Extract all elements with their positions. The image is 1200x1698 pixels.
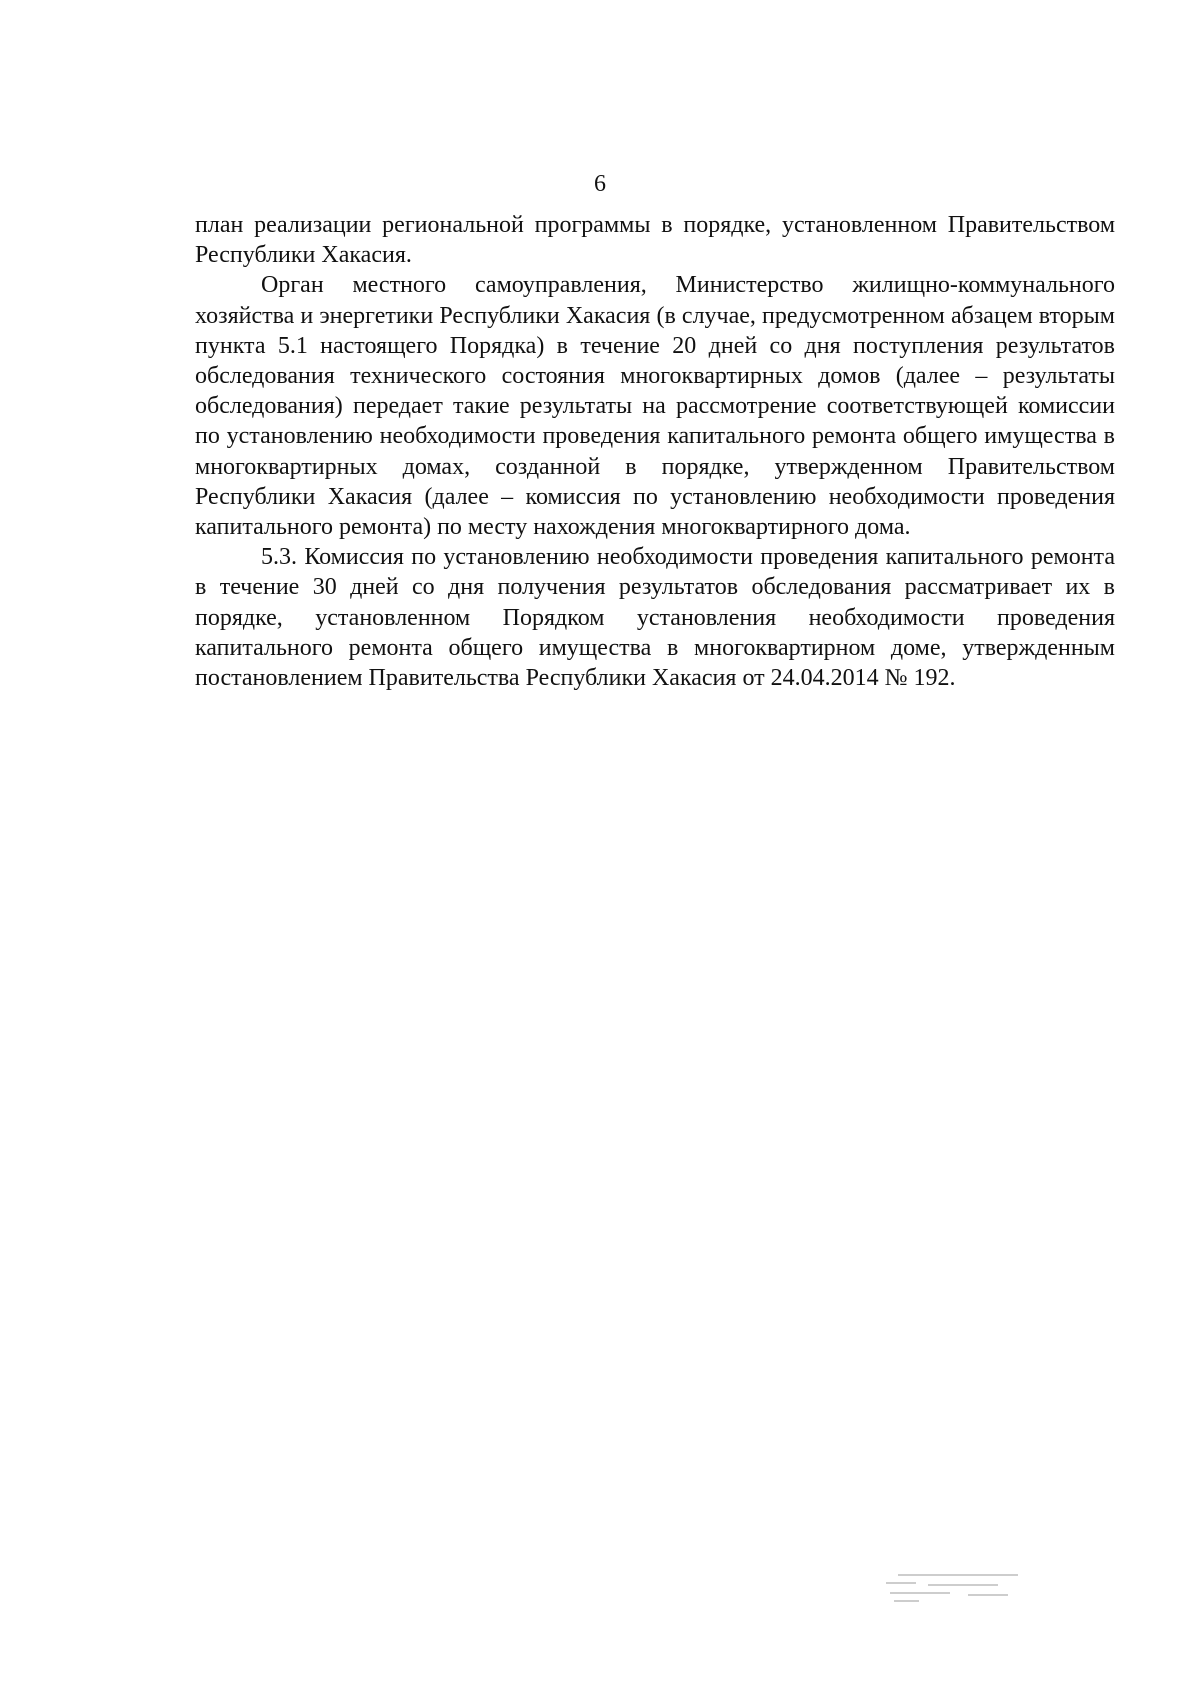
paragraph-2: Орган местного самоуправления, Министерство жилищно-коммунального хозяйства и энергетики Республики Хакасия (в случае, предусмотренном абзацем вторым пункта 5.1 настоящего Порядка) в течение 20 дней со дня поступления результатов обследования технического состояния многоквартирных домов (далее – результаты обследования) передает такие результаты на рассмотрение соответствующей комиссии по установлению необходимости проведения капитального ремонта общего имущества в многоквартирных домах, созданной в порядке, утвержденном Правительством Республики Хакасия (далее – комиссия по установлению необходимости проведения капитального ремонта) по месту нахождения многоквартирного дома. [195, 272, 1115, 541]
paragraph-1: план реализации региональной программы в порядке, установленном Правительством Республики Хакасия. [195, 212, 1115, 269]
page-number: 6 [594, 171, 606, 197]
paragraph-3: 5.3. Комиссия по установлению необходимости проведения капитального ремонта в течение 30 дней со дня получения результатов обследования рассматривает их в порядке, установленном Порядком установления необходимости проведения капитального ремонта общего имущества в многоквартирном доме, утвержденным постановлением Правительства Республики Хакасия от 24.04.2014 № 192. [195, 544, 1115, 692]
scan-artifact-mark [878, 1568, 1038, 1608]
document-body [195, 210, 1115, 693]
